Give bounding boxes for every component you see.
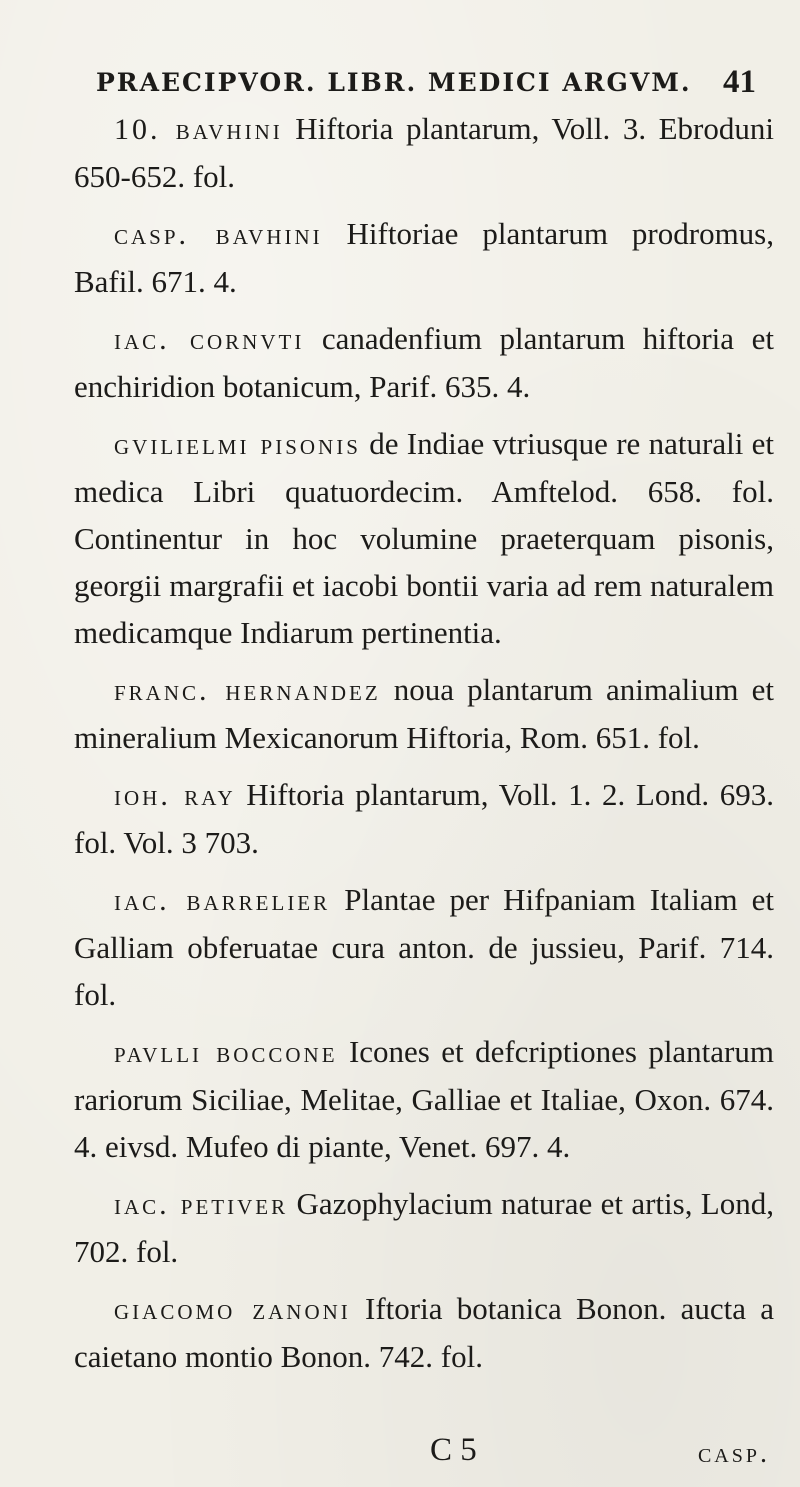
entry-text: Plantae per Hifpaniam Italiam et Galliam obferuatae cura anton. de jussieu, Parif. 714. fol. xyxy=(74,882,775,1012)
entry-text: Iftoria botanica Bonon. aucta a caietano montio Bonon. 742. fol. xyxy=(74,1291,774,1374)
bibliography-entry xyxy=(74,1028,774,1170)
entry-text: Gazophylacium naturae et artis, Lond, 702. fol. xyxy=(74,1186,774,1269)
bibliography-entry xyxy=(74,1180,774,1275)
bibliography-entry xyxy=(74,666,774,761)
entry-text: Hiftoriae plantarum prodromus, Bafil. 671. 4. xyxy=(74,216,774,299)
entry-author: gvilielmi pisonis xyxy=(114,428,361,461)
entry-author: iac. cornvti xyxy=(114,323,305,356)
signature-mark: C 5 xyxy=(430,1432,477,1468)
entry-text: canadenfium plantarum hiftoria et enchiridion botanicum, Parif. 635. 4. xyxy=(74,321,774,404)
entry-author: iac. barrelier xyxy=(114,884,331,917)
entry-author: iac. petiver xyxy=(114,1188,289,1221)
page-header xyxy=(96,64,756,104)
bibliography-entry xyxy=(74,1285,774,1380)
page-number: 41 xyxy=(723,64,756,100)
bibliography-entry xyxy=(74,420,774,656)
entry-author: ioh. ray xyxy=(114,779,236,812)
entry-author: casp. bavhini xyxy=(114,218,323,251)
running-head: PRAECIPVOR. LIBR. MEDICI ARGVM. xyxy=(96,68,692,97)
entry-text: Hiftoria plantarum, Voll. 3. Ebroduni 650-652. fol. xyxy=(74,111,774,194)
bibliography-entry xyxy=(74,771,774,866)
bibliography-entry xyxy=(74,876,774,1018)
entry-text: noua plantarum animalium et mineralium Mexicanorum Hiftoria, Rom. 651. fol. xyxy=(74,672,774,755)
bibliography-list xyxy=(74,105,774,1390)
entry-text: de Indiae vtriusque re naturali et medica Libri quatuordecim. Amftelod. 658. fol. Continentur in hoc volumine praeterquam pisonis, georgii margrafii et iacobi bontii varia ad rem naturalem medicamque Indiarum pertinentia. xyxy=(74,426,774,650)
page-footer xyxy=(74,1432,774,1472)
entry-author: franc. hernandez xyxy=(114,674,381,707)
bibliography-entry xyxy=(74,210,774,305)
bibliography-entry xyxy=(74,315,774,410)
entry-text: Icones et defcriptiones plantarum rariorum Siciliae, Melitae, Galliae et Italiae, Oxon. 674. 4. eivsd. Mufeo di piante, Venet. 697. 4. xyxy=(74,1034,774,1164)
entry-author: 10. bavhini xyxy=(114,113,283,146)
entry-author: giacomo zanoni xyxy=(114,1293,351,1326)
entry-author: pavlli boccone xyxy=(114,1036,338,1069)
catchword: casp. xyxy=(697,1438,770,1469)
entry-text: Hiftoria plantarum, Voll. 1. 2. Lond. 693. fol. Vol. 3 703. xyxy=(74,777,774,860)
bibliography-entry xyxy=(74,105,774,200)
